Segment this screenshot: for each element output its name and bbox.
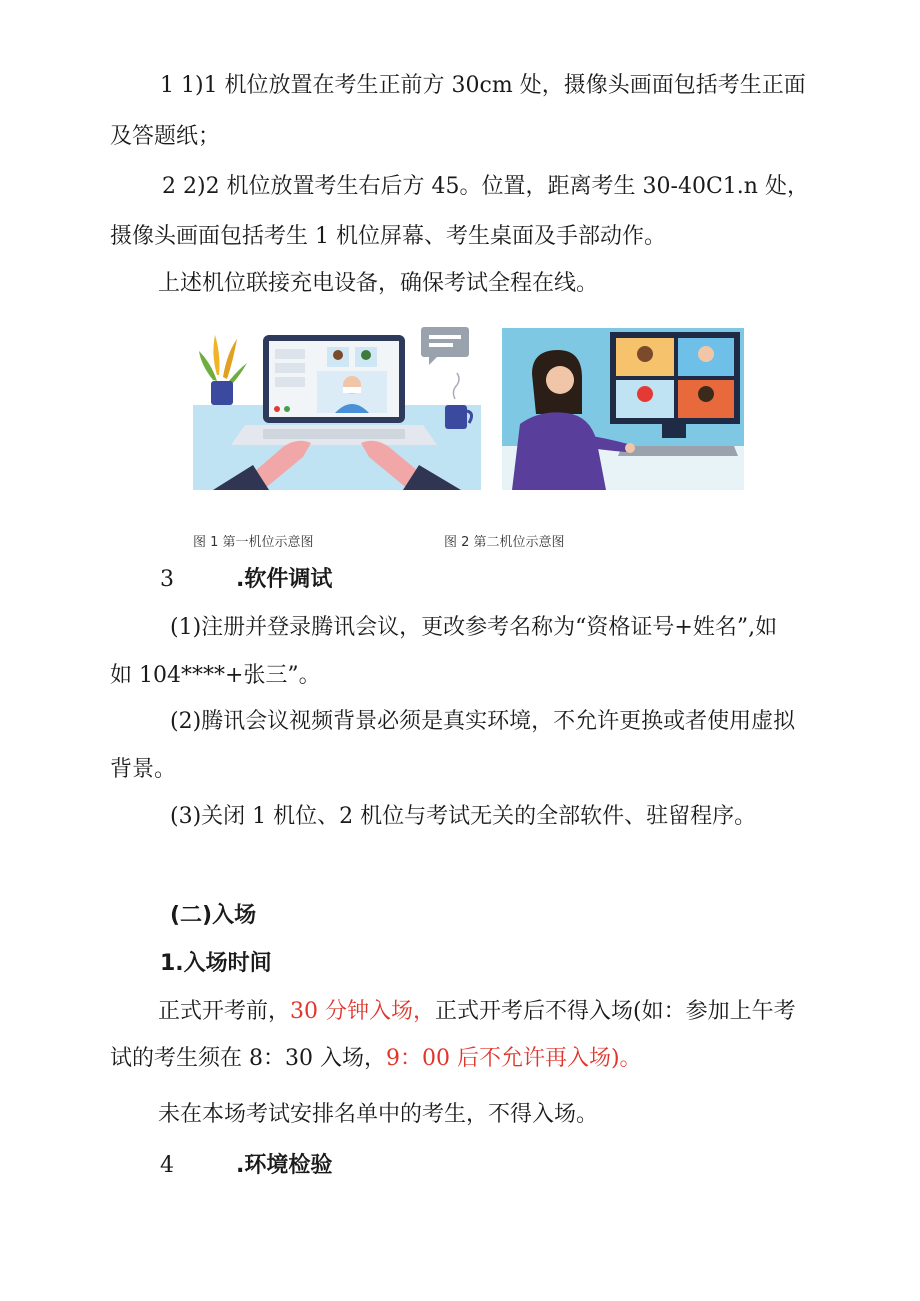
entry-text-red1: 30 分钟入场， xyxy=(290,999,436,1024)
para3: 上述机位联接充电设备，确保考试全程在线。 xyxy=(158,271,599,296)
entry-text-red2: 9：00 后不允许再入场)。 xyxy=(385,1046,642,1071)
entry-text-d: 试的考生须在 8：30 入场， xyxy=(110,1046,386,1071)
section3-item1-line2: 如 104****+张三”。 xyxy=(110,663,321,688)
para2-line2: 摄像头画面包括考生 1 机位屏幕、考生桌面及手部动作。 xyxy=(110,224,666,249)
figure2-desktop-illustration xyxy=(502,328,744,490)
section3-item3: (3)关闭 1 机位、2 机位与考试无关的全部软件、驻留程序。 xyxy=(170,804,757,829)
figure2-caption: 图 2 第二机位示意图 xyxy=(444,535,565,550)
entry-text-a: 正式开考前， xyxy=(158,999,291,1024)
entry-time-text-line1 xyxy=(158,998,796,1026)
para1-line2: 及答题纸； xyxy=(110,124,221,149)
section3-item2-line1: (2)腾讯会议视频背景必须是真实环境，不允许更换或者使用虚拟 xyxy=(170,709,796,734)
para1-line1: 1 1)1 机位放置在考生正前方 30cm 处，摄像头画面包括考生正面 xyxy=(160,73,806,98)
entry-heading: (二)入场 xyxy=(170,903,257,928)
section3-item2-line2: 背景。 xyxy=(110,757,177,782)
figure1-caption: 图 1 第一机位示意图 xyxy=(193,535,314,550)
section3-item1-line1: (1)注册并登录腾讯会议，更改参考名称为“资格证号+姓名”,如 xyxy=(170,615,778,640)
figure1-laptop-illustration xyxy=(193,325,481,490)
section3-number: 3 xyxy=(160,567,174,592)
section4-title: .环境检验 xyxy=(236,1153,333,1178)
entry-time-text-line2 xyxy=(110,1045,642,1073)
section4-number: 4 xyxy=(160,1153,174,1178)
para2-line1: 2 2)2 机位放置考生右后方 45。位置，距离考生 30-40C1.n 处， xyxy=(162,174,809,199)
entry-roster-note: 未在本场考试安排名单中的考生，不得入场。 xyxy=(158,1102,599,1127)
entry-text-c: 正式开考后不得入场(如：参加上午考 xyxy=(435,999,796,1024)
entry-time-subheading: 1.入场时间 xyxy=(160,951,272,976)
section3-title: .软件调试 xyxy=(236,567,333,592)
